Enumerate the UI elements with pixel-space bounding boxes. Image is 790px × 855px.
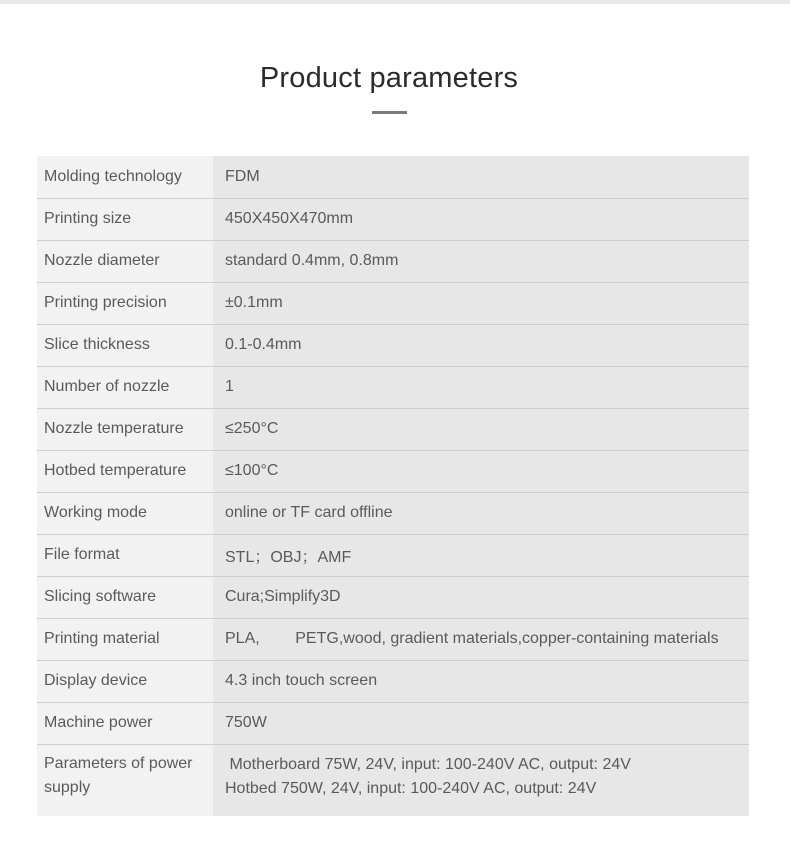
table-row — [37, 408, 749, 450]
table-row — [37, 492, 749, 534]
table-row — [37, 366, 749, 408]
page-title: Product parameters — [259, 62, 519, 94]
table-row — [37, 702, 749, 744]
power-supply-hotbed: Hotbed 750W, 24V, input: 100-240V AC, output: 24V — [225, 779, 597, 797]
spec-value: ≤100°C — [213, 450, 749, 492]
spec-value: 4.3 inch touch screen — [213, 660, 749, 702]
spec-label: Nozzle diameter — [37, 240, 213, 282]
spec-label: Number of nozzle — [37, 366, 213, 408]
table-row — [37, 282, 749, 324]
spec-value: ≤250°C — [213, 408, 749, 450]
spec-table — [37, 156, 749, 816]
spec-value-power-supply — [213, 744, 749, 816]
spec-label: Slice thickness — [37, 324, 213, 366]
spec-label: Parameters of power supply — [37, 744, 213, 816]
spec-value: PLA, PETG,wood, gradient materials,copper-containing materials — [213, 618, 749, 660]
spec-label: Printing precision — [37, 282, 213, 324]
table-row — [37, 324, 749, 366]
spec-label: Molding technology — [37, 156, 213, 198]
spec-label: Working mode — [37, 492, 213, 534]
spec-label: File format — [37, 534, 213, 576]
table-row — [37, 450, 749, 492]
spec-label: Hotbed temperature — [37, 450, 213, 492]
table-row — [37, 618, 749, 660]
table-row — [37, 534, 749, 576]
top-strip — [0, 0, 790, 4]
spec-label: Machine power — [37, 702, 213, 744]
spec-value: FDM — [213, 156, 749, 198]
spec-value: 750W — [213, 702, 749, 744]
spec-value: 1 — [213, 366, 749, 408]
table-row-power-supply — [37, 744, 749, 816]
spec-label: Display device — [37, 660, 213, 702]
spec-value: Cura;Simplify3D — [213, 576, 749, 618]
spec-label: Nozzle temperature — [37, 408, 213, 450]
spec-label: Slicing software — [37, 576, 213, 618]
spec-label: Printing size — [37, 198, 213, 240]
spec-value: online or TF card offline — [213, 492, 749, 534]
spec-label: Printing material — [37, 618, 213, 660]
table-row — [37, 240, 749, 282]
power-supply-motherboard: Motherboard 75W, 24V, input: 100-240V AC, output: 24V — [225, 755, 631, 773]
table-row — [37, 576, 749, 618]
table-row — [37, 660, 749, 702]
spec-value: standard 0.4mm, 0.8mm — [213, 240, 749, 282]
title-underline — [372, 111, 407, 114]
table-row — [37, 198, 749, 240]
spec-value: ±0.1mm — [213, 282, 749, 324]
spec-value: STL；OBJ；AMF — [213, 534, 749, 576]
spec-value: 0.1-0.4mm — [213, 324, 749, 366]
spec-value: 450X450X470mm — [213, 198, 749, 240]
table-row — [37, 156, 749, 198]
